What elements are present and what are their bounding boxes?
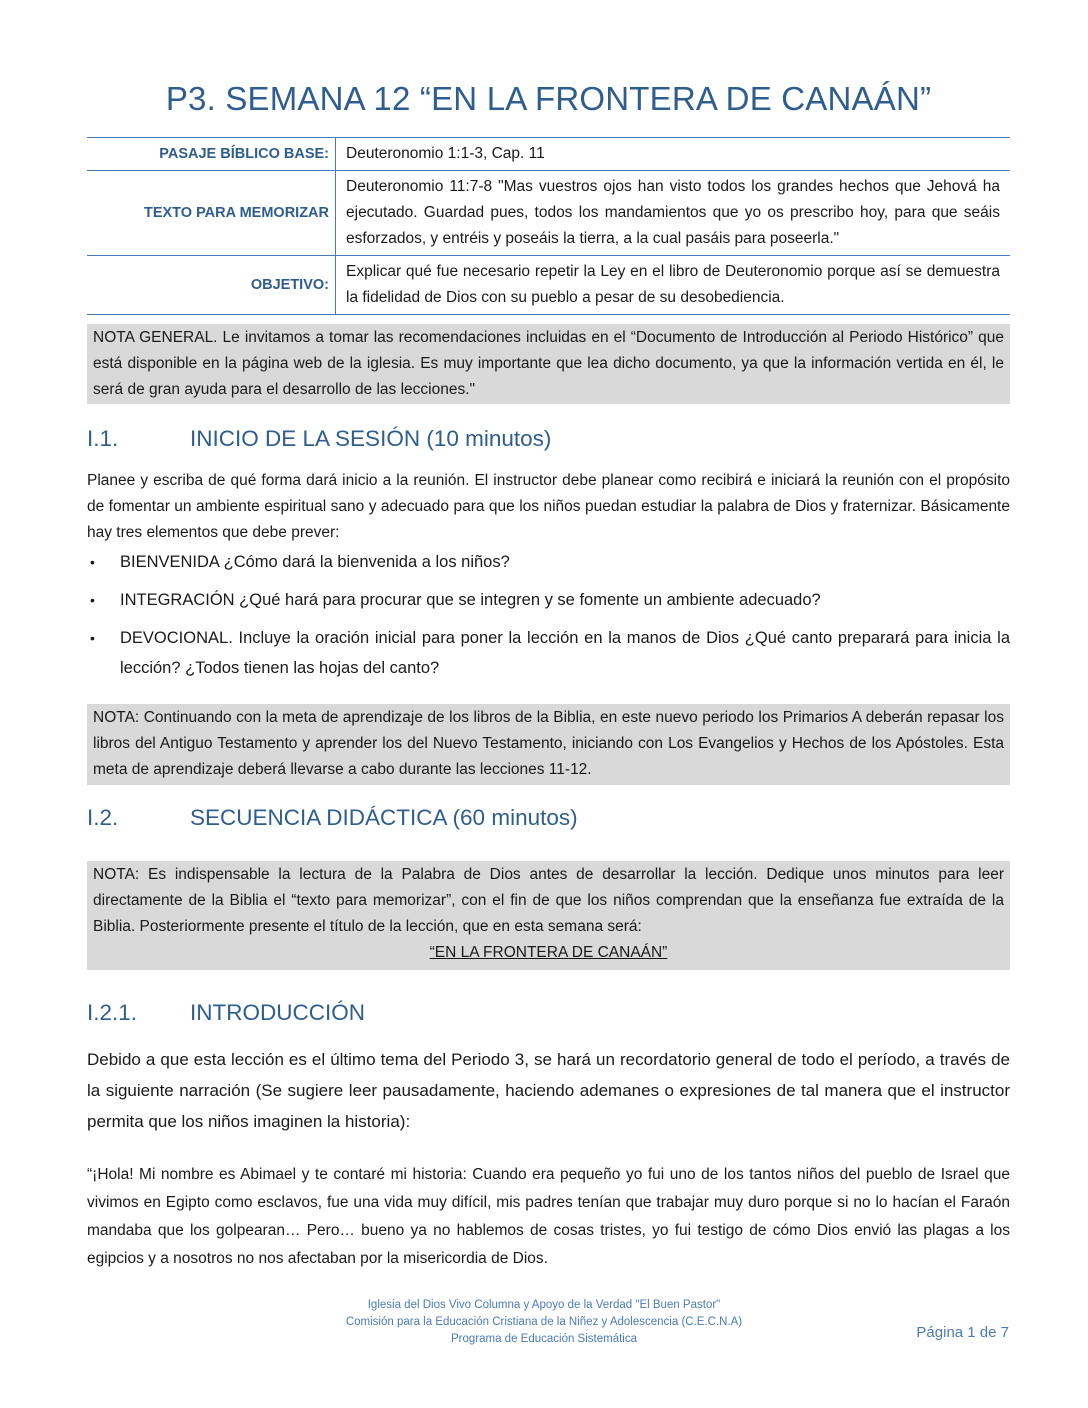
intro-paragraph: Debido a que esta lección es el último tema del Periodo 3, se hará un recordatorio general de todo el período, a través de la siguiente narración (Se sugiere leer pausadamente, haciendo ademanes o expresiones de tal manera que el instructor permita que los niños imaginen la historia): bbox=[87, 1050, 1010, 1131]
section-title: SECUENCIA DIDÁCTICA (60 minutos) bbox=[190, 805, 578, 830]
section-heading-introduccion bbox=[87, 1000, 365, 1026]
memorize-label: TEXTO PARA MEMORIZAR bbox=[87, 171, 336, 256]
reading-note-text: NOTA: Es indispensable la lectura de la Palabra de Dios antes de desarrollar la lección. Dedique unos minutos para leer directamente de la Biblia el “texto para memorizar”, con el fin de que los niños comprendan que la enseñanza fue extraída de la Biblia. Posteriormente presente el título de la lección, que en esta semana será: bbox=[93, 866, 1004, 935]
table-row bbox=[87, 138, 1010, 171]
list-item: • INTEGRACIÓN ¿Qué hará para procurar que se integren y se fomente un ambiente adecuado? bbox=[87, 585, 1010, 615]
list-item: • BIENVENIDA ¿Cómo dará la bienvenida a los niños? bbox=[87, 547, 1010, 577]
bullet-icon: • bbox=[90, 630, 95, 646]
general-note: NOTA GENERAL. Le invitamos a tomar las recomendaciones incluidas en el “Documento de Introducción al Periodo Histórico” que está disponible en la página web de la iglesia. Es muy importante que lea dicho documento, ya que la información vertida en él, le será de gran ayuda para el desarrollo de las lecciones." bbox=[87, 324, 1010, 404]
objective-value: Explicar qué fue necesario repetir la Ley en el libro de Deuteronomio porque así se demuestra la fidelidad de Dios con su pueblo a pesar de su desobediencia. bbox=[336, 256, 1011, 315]
footer-program: Programa de Educación Sistemática bbox=[450, 1333, 637, 1345]
table-row bbox=[87, 256, 1010, 315]
section-paragraph: Planee y escriba de qué forma dará inicio a la reunión. El instructor debe planear como recibirá e iniciará la reunión con el propósito de fomentar un ambiente espiritual sano y adecuado para que los niños puedan estudiar la palabra de Dios y fraternizar. Básicamente hay tres elementos que debe prever: bbox=[87, 472, 1010, 541]
section-heading-secuencia bbox=[87, 805, 578, 831]
lesson-title: “EN LA FRONTERA DE CANAÁN” bbox=[429, 944, 668, 961]
footer-commission: Comisión para la Educación Cristiana de la Niñez y Adolescencia (C.E.C.N.A) bbox=[345, 1316, 743, 1328]
section-heading-inicio bbox=[87, 426, 551, 452]
section-number: I.2. bbox=[87, 805, 119, 830]
footer-church: Iglesia del Dios Vivo Columna y Apoyo de la Verdad "El Buen Pastor" bbox=[367, 1299, 721, 1311]
section-title: INICIO DE LA SESIÓN (10 minutos) bbox=[190, 426, 552, 451]
page-title: P3. SEMANA 12 “EN LA FRONTERA DE CANAÁN” bbox=[165, 80, 932, 117]
books-note: NOTA: Continuando con la meta de aprendizaje de los libros de la Biblia, en este nuevo periodo los Primarios A deberán repasar los libros del Antiguo Testamento y aprender los del Nuevo Testamento, iniciando con Los Evangelios y Hechos de los Apóstoles. Esta meta de aprendizaje deberá llevarse a cabo durante las lecciones 11-12. bbox=[87, 704, 1010, 785]
passage-label: PASAJE BÍBLICO BASE: bbox=[87, 138, 336, 171]
lesson-info-table bbox=[87, 137, 1010, 315]
bullet-icon: • bbox=[90, 592, 95, 608]
section-number: I.2.1. bbox=[87, 1000, 138, 1025]
bullet-icon: • bbox=[90, 554, 95, 570]
reading-note bbox=[87, 861, 1010, 970]
table-row bbox=[87, 171, 1010, 256]
session-elements-list bbox=[87, 547, 1010, 691]
story-paragraph: “¡Hola! Mi nombre es Abimael y te contaré mi historia: Cuando era pequeño yo fui uno de los tantos niños del pueblo de Israel que vivimos en Egipto como esclavos, fue una vida muy difícil, mis padres tenían que trabajar muy duro porque si no lo hacían el Faraón mandaba que los golpearan… Pero… bueno ya no hablemos de cosas tristes, yo fui testigo de cómo Dios envió las plagas a los egipcios y a nosotros no nos afectaban por la misericordia de Dios. bbox=[87, 1166, 1010, 1267]
list-item: • DEVOCIONAL. Incluye la oración inicial para poner la lección en la manos de Dios ¿Qué canto preparará para inicia la lección? ¿Todos tienen las hojas del canto? bbox=[87, 623, 1010, 683]
memorize-value: Deuteronomio 11:7-8 "Mas vuestros ojos han visto todos los grandes hechos que Jehová ha ejecutado. Guardad pues, todos los mandamientos que yo os prescribo hoy, para que seáis esforzados, y entréis y poseáis la tierra, a la cual pasáis para poseerla." bbox=[336, 171, 1011, 256]
page-number: Página 1 de 7 bbox=[916, 1324, 1009, 1341]
section-title: INTRODUCCIÓN bbox=[190, 1000, 365, 1025]
objective-label: OBJETIVO: bbox=[87, 256, 336, 315]
section-number: I.1. bbox=[87, 426, 119, 451]
passage-value: Deuteronomio 1:1-3, Cap. 11 bbox=[336, 138, 1011, 171]
